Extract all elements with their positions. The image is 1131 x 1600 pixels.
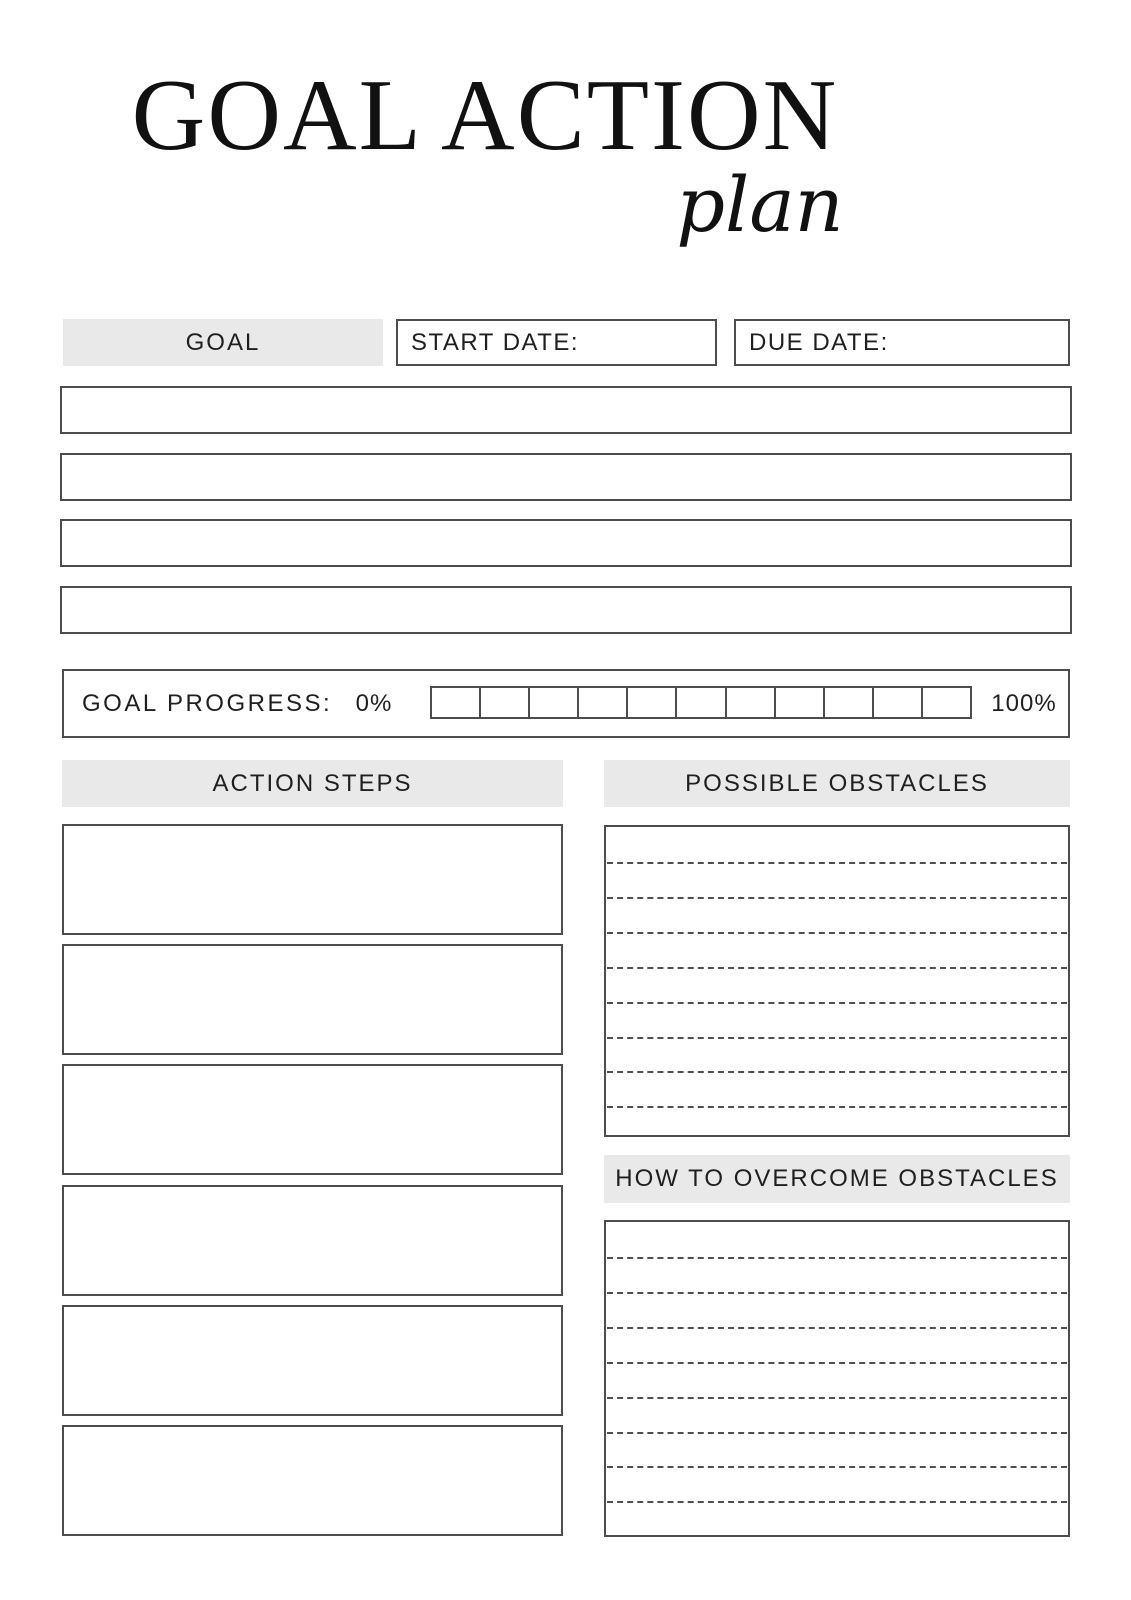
action-step-box[interactable]	[62, 944, 563, 1055]
progress-cell[interactable]	[628, 688, 677, 717]
goal-input-line[interactable]	[60, 586, 1072, 634]
ruled-line	[607, 1362, 1067, 1364]
action-step-box[interactable]	[62, 1305, 563, 1416]
ruled-line	[607, 1397, 1067, 1399]
progress-cell[interactable]	[579, 688, 628, 717]
action-step-box[interactable]	[62, 824, 563, 935]
ruled-line	[607, 1037, 1067, 1039]
start-date-label: START DATE:	[411, 328, 580, 356]
ruled-line	[607, 1002, 1067, 1004]
progress-cell[interactable]	[923, 688, 970, 717]
action-steps-header: ACTION STEPS	[62, 760, 563, 807]
goal-input-line[interactable]	[60, 453, 1072, 501]
ruled-line	[607, 1327, 1067, 1329]
goal-progress-section	[62, 669, 1070, 738]
progress-cell[interactable]	[874, 688, 923, 717]
ruled-line	[607, 1292, 1067, 1294]
ruled-line	[607, 897, 1067, 899]
goal-input-line[interactable]	[60, 386, 1072, 434]
ruled-line	[607, 967, 1067, 969]
start-date-field[interactable]	[396, 319, 717, 366]
possible-obstacles-box[interactable]	[604, 825, 1070, 1137]
progress-tracker-bar	[430, 686, 972, 719]
progress-cell[interactable]	[677, 688, 726, 717]
overcome-obstacles-box[interactable]	[604, 1220, 1070, 1537]
goal-progress-label: GOAL PROGRESS:	[82, 689, 333, 717]
ruled-line	[607, 1466, 1067, 1468]
progress-cell[interactable]	[530, 688, 579, 717]
goal-write-in-area	[60, 386, 1072, 636]
ruled-line	[607, 862, 1067, 864]
progress-cell[interactable]	[432, 688, 481, 717]
possible-obstacles-header: POSSIBLE OBSTACLES	[604, 760, 1070, 807]
progress-cell[interactable]	[776, 688, 825, 717]
due-date-label: DUE DATE:	[749, 328, 889, 356]
progress-cell[interactable]	[481, 688, 530, 717]
action-step-box[interactable]	[62, 1185, 563, 1296]
page-title: GOAL ACTION	[131, 59, 839, 172]
action-step-box[interactable]	[62, 1425, 563, 1536]
ruled-line	[607, 1071, 1067, 1073]
ruled-line	[607, 1432, 1067, 1434]
action-steps-area	[62, 824, 563, 1544]
due-date-field[interactable]	[734, 319, 1070, 366]
progress-start-value: 0%	[355, 689, 393, 717]
goal-section-label: GOAL	[63, 319, 383, 366]
ruled-line	[607, 1257, 1067, 1259]
action-step-box[interactable]	[62, 1064, 563, 1175]
progress-cell[interactable]	[727, 688, 776, 717]
progress-cell[interactable]	[825, 688, 874, 717]
ruled-line	[607, 1106, 1067, 1108]
ruled-line	[607, 932, 1067, 934]
overcome-obstacles-header: HOW TO OVERCOME OBSTACLES	[604, 1155, 1070, 1203]
progress-end-value: 100%	[991, 689, 1057, 717]
goal-input-line[interactable]	[60, 519, 1072, 567]
ruled-line	[607, 1501, 1067, 1503]
page-subtitle: plan	[676, 160, 844, 249]
